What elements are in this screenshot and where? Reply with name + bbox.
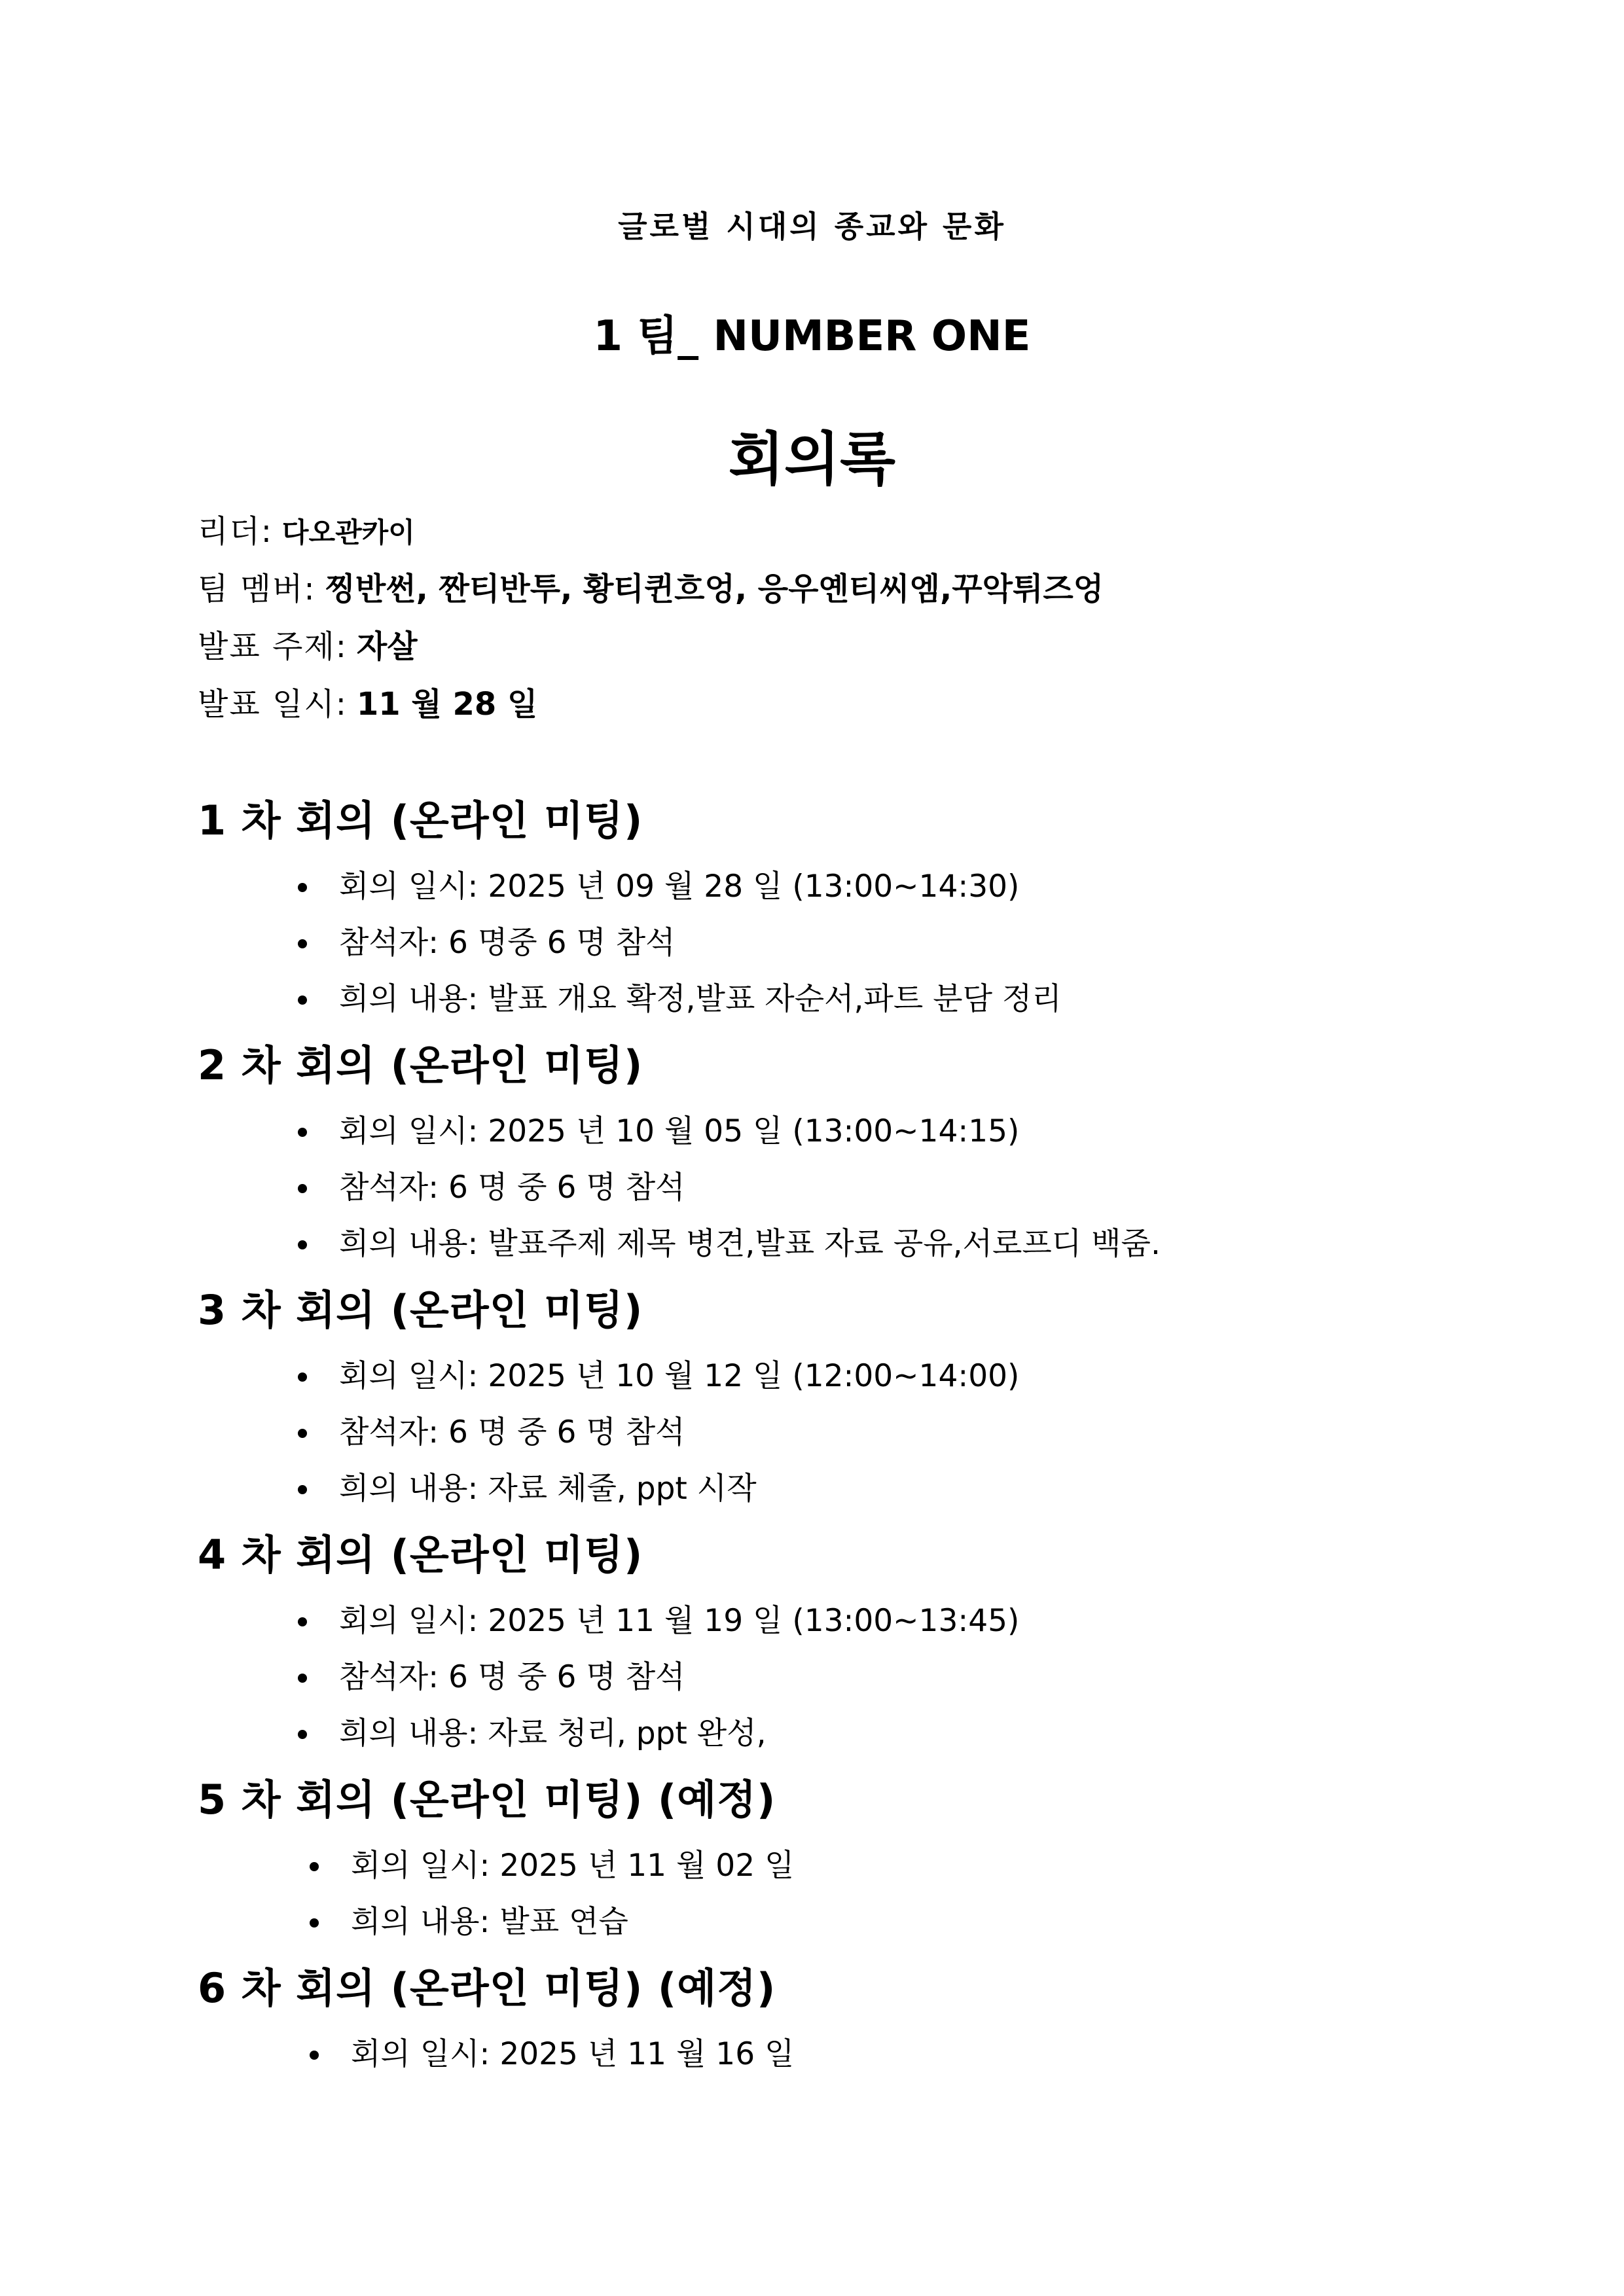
list-item [198,1649,1507,1706]
meeting-5 [198,1762,1507,1950]
meeting-list [198,783,1507,2083]
list-item-text: 회의 일시: 2025 년 11 월 16 일 [351,2036,795,2072]
meeting-1 [198,783,1507,1028]
meeting-6 [198,1950,1507,2083]
bullet-icon [298,1184,307,1193]
leader-value: 다오관카이 [281,516,415,548]
bullet-icon [298,1429,307,1438]
list-item-text: 회의 일시: 2025 년 10 월 12 일 (12:00~14:00) [339,1358,1020,1394]
list-item [198,1348,1507,1405]
list-item [198,1461,1507,1517]
meeting-heading: 1 차 회의 (온라인 미팅) [198,797,643,844]
topic-label: 발표 주제: [198,628,348,665]
bullet-icon [298,939,307,948]
topic-row [198,618,1507,675]
bullet-icon [298,883,307,892]
list-item [198,859,1507,915]
list-item-text: 희의 내용: 자료 체줄, ppt 시작 [339,1471,757,1507]
bullet-icon [298,1128,307,1137]
meeting-2 [198,1028,1507,1272]
list-item [198,1838,1507,1894]
leader-label: 리더: [198,513,273,550]
list-item-text: 참석자: 6 명 중 6 명 참석 [339,1659,685,1695]
bullet-icon [310,1862,319,1871]
list-item [198,1160,1507,1216]
meeting-details [198,1348,1507,1517]
course-title: 글로벌 시대의 종교와 문화 [618,209,1006,244]
list-item-text: 희의 내용: 발표 개요 확정,발표 자순서,파트 분담 정리 [339,981,1062,1017]
list-item-text: 회의 일시: 2025 년 10 월 05 일 (13:00~14:15) [339,1113,1020,1149]
list-item-text: 회의 일시: 2025 년 09 월 28 일 (13:00~14:30) [339,869,1020,905]
list-item-text: 희의 내용: 발표 연습 [351,1904,628,1940]
list-item [198,2026,1507,2083]
meeting-details [198,859,1507,1028]
meeting-details [198,1593,1507,1762]
team-info [198,503,1507,733]
meeting-heading: 2 차 회의 (온라인 미팅) [198,1041,643,1089]
bullet-icon [298,1674,307,1683]
meeting-heading: 6 차 회의 (온라인 미팅) (예정) [198,1964,776,2012]
list-item [198,1216,1507,1272]
list-item-text: 참석자: 6 명 중 6 명 참석 [339,1414,685,1450]
members-label: 팀 멤버: [198,571,316,607]
meeting-3 [198,1272,1507,1517]
leader-row [198,503,1507,560]
meeting-details [198,1103,1507,1272]
meeting-heading: 3 차 회의 (온라인 미팅) [198,1286,643,1334]
bullet-icon [310,1918,319,1928]
meeting-heading: 4 차 회의 (온라인 미팅) [198,1531,643,1579]
list-item-text: 희의 내용: 자료 청리, ppt 완성, [339,1715,767,1751]
bullet-icon [298,996,307,1005]
bullet-icon [298,1485,307,1494]
bullet-icon [298,1730,307,1739]
list-item [198,1894,1507,1950]
meeting-details [198,1838,1507,1950]
list-item-text: 회의 일시: 2025 년 11 월 02 일 [351,1848,795,1884]
list-item [198,1706,1507,1762]
list-item [198,915,1507,971]
list-item [198,971,1507,1028]
list-item-text: 희의 내용: 발표주제 제목 병견,발표 자료 공유,서로프디 백줌. [339,1226,1161,1262]
document-title: 회의록 [728,425,896,493]
meeting-heading: 5 차 회의 (온라인 미팅) (예정) [198,1776,776,1823]
list-item-text: 참석자: 6 명중 6 명 참석 [339,925,676,961]
list-item [198,1405,1507,1461]
presentation-date-row [198,675,1507,733]
members-row [198,560,1507,618]
bullet-icon [298,1240,307,1249]
bullet-icon [298,1372,307,1382]
topic-value: 자살 [356,628,418,665]
members-value: 찡반썬, 짠티반투, 황티퀸흐엉, 응우옌티씨엠,꾸악튀즈엉 [325,571,1104,607]
meeting-details [198,2026,1507,2083]
list-item-text: 회의 일시: 2025 년 11 월 19 일 (13:00~13:45) [339,1603,1020,1639]
list-item [198,1593,1507,1649]
presentation-date-value: 11 월 28 일 [356,686,538,723]
bullet-icon [310,2051,319,2060]
list-item [198,1103,1507,1160]
meeting-4 [198,1517,1507,1762]
list-item-text: 참석자: 6 명 중 6 명 참석 [339,1170,685,1206]
presentation-date-label: 발표 일시: [198,686,348,723]
team-title: 1 팀_ NUMBER ONE [593,312,1031,361]
bullet-icon [298,1617,307,1626]
